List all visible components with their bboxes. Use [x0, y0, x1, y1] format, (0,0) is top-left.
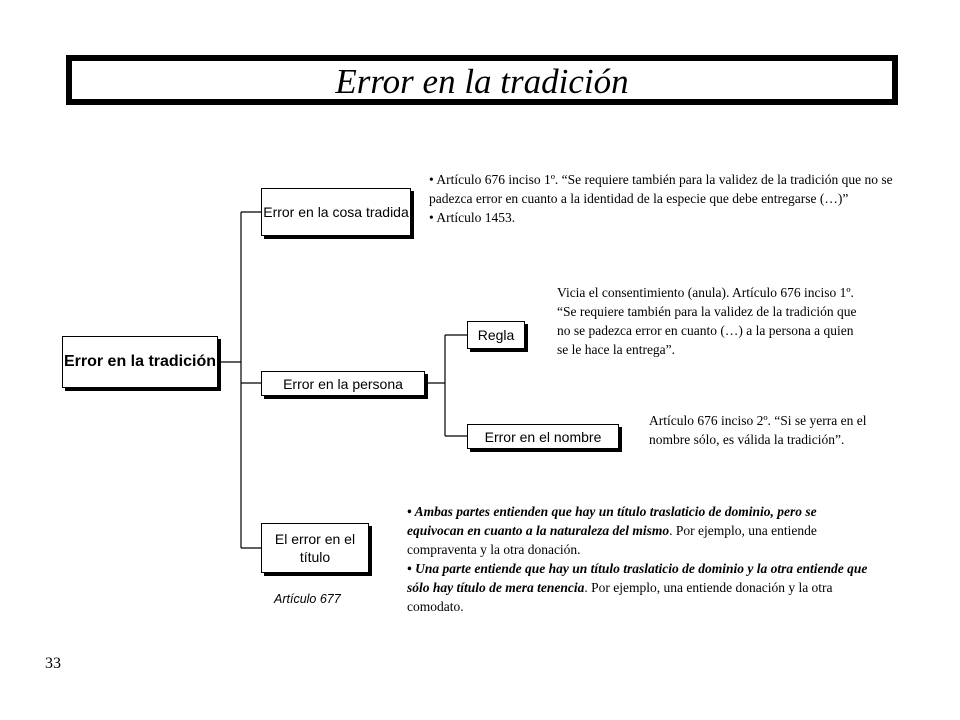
box-error-persona: Error en la persona	[261, 371, 425, 396]
page-title: Error en la tradición	[335, 61, 629, 101]
note-cosa-line-2: • Artículo 1453.	[429, 210, 516, 225]
note-cosa-tradida	[429, 170, 897, 227]
note-titulo-item-2: • Una parte entiende que hay un título traslaticio de dominio y la otra entiende que sólo hay título de mera tenencia. Por ejemplo, una entiende donación y la otra comodato.	[407, 561, 868, 614]
note-error-nombre: Artículo 676 inciso 2º. “Si se yerra en el nombre sólo, es válida la tradición”.	[649, 413, 867, 447]
note-regla: Vicia el consentimiento (anula). Artículo 676 inciso 1º. “Se requiere también para la validez de la tradición que no se padezca error en cuanto (…) a la persona a quien se le hace la entrega”.	[557, 285, 857, 357]
note-cosa-line-1: • Artículo 676 inciso 1º. “Se requiere también para la validez de la tradición que no se padezca error en cuanto a la identidad de la especie que debe entregarse (…)”	[429, 172, 893, 206]
page-number: 33	[45, 655, 61, 672]
box-error-nombre: Error en el nombre	[467, 424, 619, 449]
box-error-titulo: El error en el título	[261, 523, 369, 573]
box-error-tradicion: Error en la tradición	[62, 336, 218, 388]
box-error-cosa-tradida: Error en la cosa tradida	[261, 188, 411, 236]
note-titulo-item-1: • Ambas partes entienden que hay un título traslaticio de dominio, pero se equivocan en cuanto a la naturaleza del mismo. Por ejemplo, una entiende compraventa y la otra donación.	[407, 504, 817, 557]
article-677-label: Artículo 677	[274, 592, 341, 606]
box-regla: Regla	[467, 321, 525, 349]
note-error-titulo	[407, 502, 872, 616]
